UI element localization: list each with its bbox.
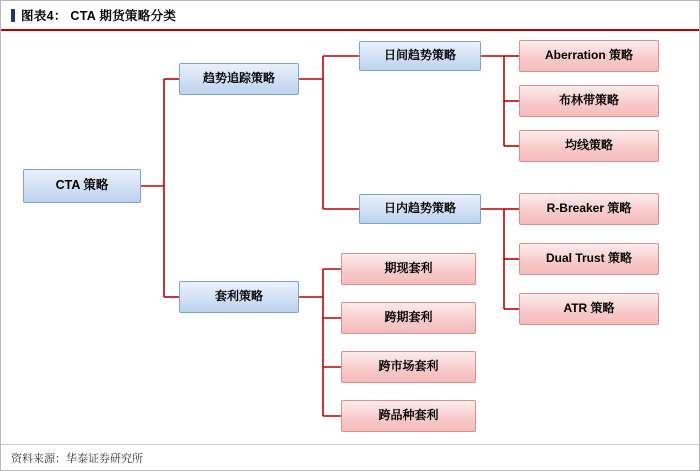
node-trend-following[interactable] <box>179 63 299 95</box>
node-label: CTA 策略 <box>55 178 109 193</box>
node-cta-strategy[interactable] <box>23 169 141 203</box>
node-moving-average-strategy[interactable] <box>519 130 659 162</box>
node-label: 日间趋势策略 <box>383 48 456 63</box>
node-label: 布林带策略 <box>558 93 619 108</box>
node-label: 趋势追踪策略 <box>202 71 275 86</box>
node-label: 跨期套利 <box>384 310 433 325</box>
node-atr-strategy[interactable] <box>519 293 659 325</box>
source-note: 资料来源：华泰证券研究所 <box>11 452 143 465</box>
node-cross-market-arbitrage[interactable] <box>341 351 476 383</box>
node-label: R-Breaker 策略 <box>546 201 632 216</box>
node-spot-futures-arbitrage[interactable] <box>341 253 476 285</box>
node-label: ATR 策略 <box>563 301 615 316</box>
node-label: Aberration 策略 <box>544 48 633 63</box>
node-aberration-strategy[interactable] <box>519 40 659 72</box>
node-label: 套利策略 <box>214 289 263 304</box>
node-arbitrage[interactable] <box>179 281 299 313</box>
node-label: 期现套利 <box>384 261 433 276</box>
node-label: 跨品种套利 <box>378 408 439 423</box>
node-label: 日内趋势策略 <box>383 201 456 216</box>
node-label: Dual Trust 策略 <box>545 251 632 266</box>
node-label: 跨市场套利 <box>378 359 439 374</box>
diagram-canvas <box>1 31 699 443</box>
node-cross-variety-arbitrage[interactable] <box>341 400 476 432</box>
node-dual-trust-strategy[interactable] <box>519 243 659 275</box>
node-calendar-arbitrage[interactable] <box>341 302 476 334</box>
node-label: 均线策略 <box>564 138 613 153</box>
node-r-breaker-strategy[interactable] <box>519 193 659 225</box>
node-bollinger-strategy[interactable] <box>519 85 659 117</box>
figure-footer <box>1 444 699 470</box>
page-title: 图表4： CTA 期货策略分类 <box>21 9 177 23</box>
node-interday-trend[interactable] <box>359 41 481 71</box>
header-accent-bar <box>11 9 15 22</box>
node-intraday-trend[interactable] <box>359 194 481 224</box>
figure-header <box>1 1 699 31</box>
